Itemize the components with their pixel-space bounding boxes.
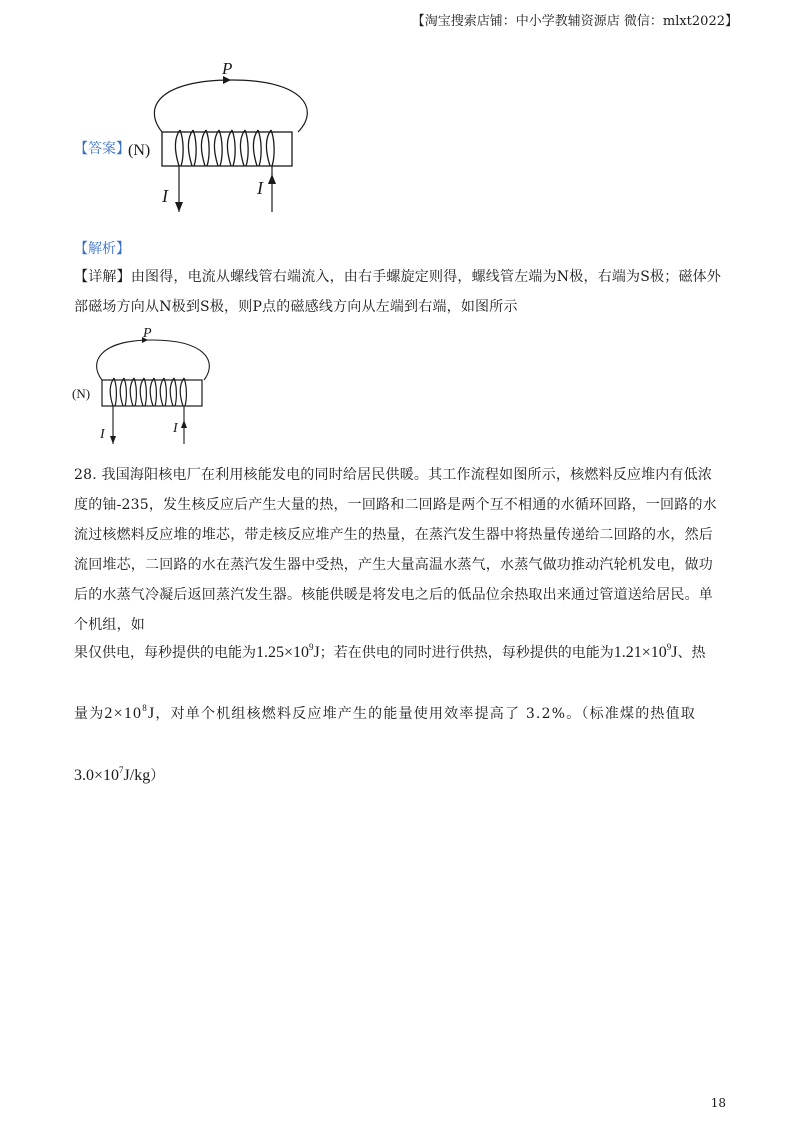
- value-electric-with-heat: [614, 644, 678, 661]
- text-segment: ，对单个机组核燃料反应堆产生的能量使用效率提高了 3.2%。（标准煤的热值取: [155, 706, 696, 722]
- value-unit: J: [671, 644, 678, 661]
- value-base: 1.21×10: [613, 644, 667, 661]
- detail-text: 由图得，电流从螺线管右端流入，由右手螺旋定则得，螺线管左端为N极，右端为S极；磁体外部磁场方向从N极到S极，则P点的磁感线方向从左端到右端，如图所示: [74, 269, 722, 315]
- analysis-detail: [74, 262, 726, 322]
- value-electric-only: [256, 644, 320, 661]
- question-line-coal: [74, 765, 164, 785]
- page-header: 【淘宝搜索店铺：中小学教辅资源店 微信：mlxt2022】: [411, 14, 738, 29]
- text-segment: 果仅供电，每秒提供的电能为: [74, 645, 256, 661]
- value-exponent: 7: [119, 765, 124, 775]
- field-line-arc: [154, 80, 307, 132]
- current-label-right: I: [173, 421, 178, 436]
- current-label-left: I: [100, 427, 105, 442]
- question-line-heat: [74, 703, 696, 723]
- north-pole-label: (N): [72, 386, 91, 401]
- solenoid-coils: [110, 378, 186, 406]
- analysis-label: 【解析】: [74, 241, 130, 257]
- current-arrow-up: [268, 174, 276, 184]
- value-base: 2×10: [104, 705, 143, 722]
- value-unit: J: [313, 644, 320, 661]
- question-line-energy: [74, 642, 706, 662]
- value-base: 3.0×10: [74, 767, 120, 784]
- value-exponent: 9: [666, 642, 672, 652]
- value-unit: J/kg: [123, 767, 151, 784]
- north-pole-label: (N): [128, 142, 151, 159]
- value-coal-heat: [74, 767, 150, 784]
- page-number: 18: [710, 1096, 726, 1110]
- current-arrow-down: [175, 202, 183, 212]
- text-segment: ）: [150, 768, 165, 784]
- current-label-left: I: [162, 186, 168, 206]
- field-line-arc: [97, 340, 210, 380]
- answer-label: 【答案】: [74, 141, 130, 157]
- solenoid-figure-answer: [120, 62, 320, 222]
- point-p-label: P: [143, 328, 152, 341]
- solenoid-figure-analysis: [70, 328, 220, 450]
- text-segment: 量为: [74, 706, 105, 722]
- value-heat: [104, 705, 155, 722]
- current-arrow-up: [181, 420, 187, 428]
- detail-label: 【详解】: [74, 269, 131, 285]
- text-segment: ；若在供电的同时进行供热，每秒提供的电能为: [319, 645, 614, 661]
- solenoid-coils: [175, 130, 274, 166]
- value-exponent: 9: [309, 642, 314, 652]
- question-28-paragraph: 28. 我国海阳核电厂在利用核能发电的同时给居民供暖。其工作流程如图所示，核燃料反应堆内有低浓度的铀-235，发生核反应后产生大量的热，一回路和二回路是两个互不相通的水循环回路，一回路的水流过核燃料反应堆的堆芯，带走核反应堆产生的热量，在蒸汽发生器中将热量传递给二回路的水，然后流回堆芯，二回路的水在蒸汽发生器中受热，产生大量高温水蒸气，水蒸气做功推动汽轮机发电，做功后的水蒸气冷凝后返回蒸汽发生器。核能供暖是将发电之后的低品位余热取出来通过管道送给居民。单个机组，如: [74, 467, 717, 633]
- current-arrow-down: [110, 436, 116, 444]
- value-base: 1.25×10: [256, 644, 310, 661]
- text-segment: 、热: [677, 645, 706, 661]
- current-label-right: I: [257, 178, 263, 198]
- point-p-label: P: [222, 62, 233, 78]
- value-exponent: 8: [142, 703, 148, 713]
- value-unit: J: [147, 705, 156, 722]
